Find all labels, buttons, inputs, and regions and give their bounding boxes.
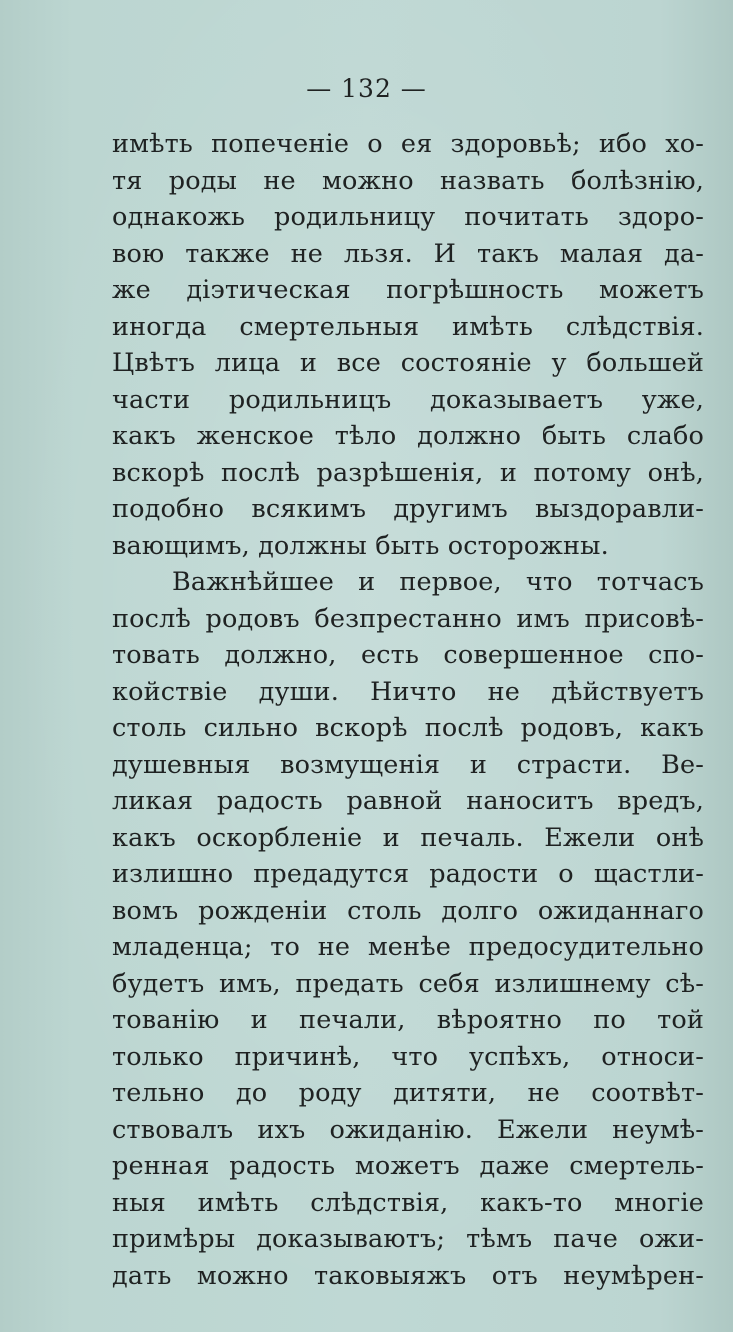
text-line: однакожь родильницу почитать здоро- [112, 202, 704, 232]
text-line: душевныя возмущенія и страсти. Ве- [112, 749, 704, 780]
text-line: вомъ рожденіи столь долго ожиданнаго [112, 895, 704, 926]
text-line: излишно предадутся радости о щастли- [112, 859, 704, 889]
text-line: койствіе души. Ничто не дѣйствуетъ [112, 676, 704, 707]
text-line: вскорѣ послѣ разрѣшенія, и потому онѣ, [112, 457, 704, 488]
paragraph-end-line: вающимъ, должны быть осторожны. [112, 530, 609, 561]
text-line: Цвѣтъ лица и все состояніе у большей [112, 348, 704, 378]
body-text [112, 126, 704, 1294]
text-line: же діэтическая погрѣшность можетъ [112, 275, 704, 305]
text-line: какъ женское тѣло должно быть слабо [112, 421, 704, 451]
text-line: примѣры доказываютъ; тѣмъ паче ожи- [112, 1224, 704, 1254]
text-line: ренная радость можетъ даже смертель- [112, 1151, 704, 1181]
text-line: младенца; то не менѣе предосудительно [112, 932, 704, 962]
text-line: имѣть попеченіе о ея здоровьѣ; ибо хо- [112, 129, 704, 159]
page-number: — 132 — [306, 74, 427, 103]
text-line: подобно всякимъ другимъ выздоравли- [112, 494, 704, 524]
text-line: только причинѣ, что успѣхъ, относи- [112, 1041, 704, 1072]
text-line: будетъ имъ, предать себя излишнему сѣ- [112, 968, 704, 999]
text-line: тя роды не можно назвать болѣзнію, [112, 165, 704, 196]
text-line: столь сильно вскорѣ послѣ родовъ, какъ [112, 713, 704, 743]
text-line: послѣ родовъ безпрестанно имъ присовѣ- [112, 603, 704, 634]
text-line: иногда смертельныя имѣть слѣдствія. [112, 311, 704, 342]
text-line: ныя имѣть слѣдствія, какъ-то многіе [112, 1187, 704, 1218]
text-line: вою также не льзя. И такъ малая да- [112, 238, 704, 269]
text-line: товать должно, есть совершенное спо- [112, 640, 704, 670]
text-line: ствовалъ ихъ ожиданію. Ежели неумѣ- [112, 1114, 704, 1145]
text-line: какъ оскорбленіе и печаль. Ежели онѣ [112, 822, 704, 853]
text-line: тованію и печали, вѣроятно по той [112, 1005, 704, 1035]
text-line: дать можно таковыяжъ отъ неумѣрен- [112, 1260, 704, 1291]
paragraph-start-line: Важнѣйшее и первое, что тотчасъ [172, 567, 704, 597]
text-line: части родильницъ доказываетъ уже, [112, 384, 704, 415]
text-line: ликая радость равной наноситъ вредъ, [112, 786, 704, 816]
text-line: тельно до роду дитяти, не соотвѣт- [112, 1078, 704, 1108]
